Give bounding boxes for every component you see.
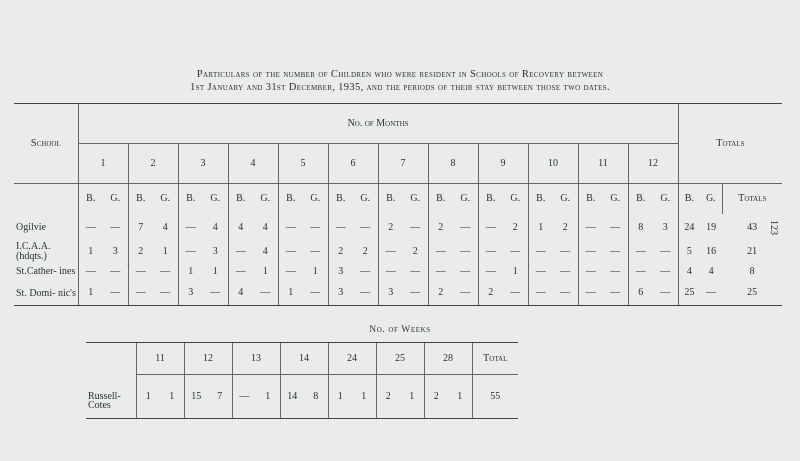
month-header: 1 <box>78 144 128 184</box>
month-cell: 1 <box>312 265 318 277</box>
weeks-cell: 8 <box>304 375 328 419</box>
month-cell: 2 <box>328 242 353 262</box>
month-cell: — <box>178 214 203 242</box>
month-cell: — <box>403 282 428 306</box>
month-cell: — <box>360 265 371 277</box>
table-row <box>14 214 782 242</box>
month-header: 2 <box>128 144 178 184</box>
month-cell: — <box>128 262 153 282</box>
month-cell: — <box>303 282 328 306</box>
boys-subheader: B. <box>378 184 403 214</box>
month-cell: — <box>460 265 471 277</box>
weeks-column-header: 12 <box>184 343 232 375</box>
total-boys-cell: 25 <box>678 282 700 306</box>
month-cell: 2 <box>478 282 503 306</box>
month-cell: — <box>253 282 278 306</box>
grand-total-cell: 8 <box>749 265 755 277</box>
school-subheader-blank <box>14 184 78 214</box>
boys-subheader: B. <box>278 184 303 214</box>
month-cell: — <box>660 265 671 277</box>
boys-subheader: B. <box>528 184 553 214</box>
month-cell: — <box>378 262 403 282</box>
total-girls-cell: — <box>700 282 722 306</box>
girls-subheader: G. <box>610 192 621 204</box>
month-cell: — <box>428 242 453 262</box>
weeks-title: No. of Weeks <box>369 325 431 335</box>
month-cell: — <box>528 282 553 306</box>
month-cell: 2 <box>562 221 568 233</box>
month-cell: — <box>503 282 528 306</box>
month-cell: — <box>178 242 203 262</box>
weeks-total-cell: 55 <box>472 375 518 419</box>
weeks-total-header: Total <box>472 343 518 375</box>
month-cell: — <box>103 282 128 306</box>
table-row <box>14 242 782 262</box>
total-boys-cell: 5 <box>678 242 700 262</box>
girls-subheader: G. <box>110 192 121 204</box>
month-cell: — <box>528 262 553 282</box>
month-cell: — <box>460 245 471 257</box>
month-cell: 2 <box>428 282 453 306</box>
girls-subheader: G. <box>260 192 271 204</box>
month-cell: — <box>203 282 228 306</box>
month-cell: — <box>228 262 253 282</box>
weeks-cell: 1 <box>256 375 280 419</box>
month-cell: 2 <box>428 214 453 242</box>
month-cell: — <box>110 221 121 233</box>
totals-subheader: Totals <box>722 184 782 214</box>
boys-subheader: B. <box>678 184 700 214</box>
month-cell: 4 <box>262 221 268 233</box>
weeks-cell: — <box>232 375 256 419</box>
weeks-cell: 14 <box>280 375 304 419</box>
total-boys-cell: 24 <box>678 214 700 242</box>
month-cell: — <box>660 245 671 257</box>
month-cell: 3 <box>112 245 118 257</box>
month-header: 9 <box>478 144 528 184</box>
month-cell: — <box>110 265 121 277</box>
girls-subheader: G. <box>360 192 371 204</box>
girls-subheader: G. <box>510 192 521 204</box>
weeks-cell: 1 <box>352 375 376 419</box>
month-header: 3 <box>178 144 228 184</box>
month-cell: 4 <box>262 245 268 257</box>
month-cell: 3 <box>212 245 218 257</box>
page-number: 123 <box>768 220 779 235</box>
table-row <box>14 262 782 282</box>
month-cell: — <box>310 221 321 233</box>
month-cell: — <box>578 282 603 306</box>
month-cell: 1 <box>78 242 103 262</box>
month-cell: 7 <box>128 214 153 242</box>
month-cell: — <box>328 214 353 242</box>
month-cell: — <box>410 221 421 233</box>
month-cell: 3 <box>662 221 668 233</box>
month-cell: — <box>610 245 621 257</box>
weeks-column-header: 24 <box>328 343 376 375</box>
weeks-column-header: 13 <box>232 343 280 375</box>
caption-line-1: Particulars of the number of Children who were resident in Schools of Recovery between <box>196 69 604 80</box>
month-cell: — <box>603 282 628 306</box>
caption-line-2: 1st January and 31st December, 1935, and the periods of their stay between those two dates. <box>190 82 610 93</box>
weeks-column-header: 14 <box>280 343 328 375</box>
school-name: Ogilvie <box>16 221 46 233</box>
girls-subheader: G. <box>705 192 716 204</box>
month-cell: 3 <box>328 262 353 282</box>
weeks-cell: 2 <box>424 375 448 419</box>
month-header: 8 <box>428 144 478 184</box>
month-cell: 8 <box>628 214 653 242</box>
weeks-cell: 7 <box>208 375 232 419</box>
month-cell: — <box>160 265 171 277</box>
month-cell: — <box>510 245 521 257</box>
month-cell: 3 <box>328 282 353 306</box>
month-cell: — <box>578 262 603 282</box>
girls-subheader: G. <box>410 192 421 204</box>
month-cell: — <box>478 262 503 282</box>
month-cell: — <box>153 282 178 306</box>
girls-subheader: G. <box>460 192 471 204</box>
month-cell: 4 <box>212 221 218 233</box>
weeks-column-header: 25 <box>376 343 424 375</box>
boys-subheader: B. <box>178 184 203 214</box>
boys-subheader: B. <box>228 184 253 214</box>
month-cell: 1 <box>278 282 303 306</box>
month-cell: 1 <box>528 214 553 242</box>
month-header: 6 <box>328 144 378 184</box>
weeks-cell: 1 <box>400 375 424 419</box>
month-cell: — <box>410 265 421 277</box>
month-cell: — <box>353 282 378 306</box>
month-cell: — <box>278 262 303 282</box>
month-cell: — <box>128 282 153 306</box>
recovery-schools-table <box>14 103 782 306</box>
weeks-school-header-blank <box>86 343 136 375</box>
school-name: St.Cather- ines <box>16 265 76 277</box>
girls-subheader: G. <box>660 192 671 204</box>
boys-subheader: B. <box>78 184 103 214</box>
boys-subheader: B. <box>578 184 603 214</box>
month-cell: — <box>653 282 678 306</box>
month-cell: — <box>228 242 253 262</box>
month-cell: 4 <box>162 221 168 233</box>
girls-subheader: G. <box>210 192 221 204</box>
month-cell: — <box>428 262 453 282</box>
weeks-cell: 2 <box>376 375 400 419</box>
total-girls-cell: 16 <box>706 245 717 257</box>
girls-subheader: G. <box>560 192 571 204</box>
month-cell: 2 <box>512 221 518 233</box>
month-cell: — <box>528 242 553 262</box>
month-header: 12 <box>628 144 678 184</box>
month-cell: — <box>628 242 653 262</box>
month-cell: 2 <box>128 242 153 262</box>
month-header: 5 <box>278 144 328 184</box>
grand-total-cell: 25 <box>722 282 782 306</box>
boys-subheader: B. <box>428 184 453 214</box>
month-cell: — <box>460 221 471 233</box>
girls-subheader: G. <box>160 192 171 204</box>
total-girls-cell: 4 <box>708 265 714 277</box>
month-cell: 1 <box>212 265 218 277</box>
weeks-cell: 1 <box>448 375 472 419</box>
school-header: School <box>14 104 78 184</box>
month-cell: — <box>628 262 653 282</box>
month-cell: 4 <box>228 282 253 306</box>
boys-subheader: B. <box>128 184 153 214</box>
month-cell: — <box>578 242 603 262</box>
month-header: 10 <box>528 144 578 184</box>
weeks-column-header: 11 <box>136 343 184 375</box>
month-cell: — <box>478 242 503 262</box>
month-cell: — <box>360 221 371 233</box>
school-name: Russell- Cotes <box>86 375 136 419</box>
month-cell: — <box>453 282 478 306</box>
school-name: I.C.A.A. (hdqts.) <box>16 241 51 262</box>
month-cell: — <box>278 242 303 262</box>
month-cell: — <box>478 214 503 242</box>
month-cell: — <box>610 221 621 233</box>
weeks-cell: 15 <box>184 375 208 419</box>
month-cell: — <box>78 262 103 282</box>
month-cell: 1 <box>262 265 268 277</box>
month-cell: 1 <box>178 262 203 282</box>
month-cell: 2 <box>378 214 403 242</box>
grand-total-cell: 21 <box>747 245 758 257</box>
weeks-cell: 1 <box>328 375 352 419</box>
month-header: 7 <box>378 144 428 184</box>
table-row <box>86 375 518 419</box>
month-cell: 2 <box>362 245 368 257</box>
months-header: No. of Months <box>78 104 678 144</box>
month-cell: 3 <box>378 282 403 306</box>
month-cell: — <box>578 214 603 242</box>
weeks-table <box>86 342 518 419</box>
month-cell: 3 <box>178 282 203 306</box>
month-cell: 4 <box>228 214 253 242</box>
table-row <box>14 282 782 306</box>
month-cell: 6 <box>628 282 653 306</box>
month-cell: — <box>560 245 571 257</box>
month-cell: — <box>610 265 621 277</box>
total-girls-cell: 19 <box>706 221 717 233</box>
month-cell: — <box>553 282 578 306</box>
month-cell: 2 <box>412 245 418 257</box>
month-header: 4 <box>228 144 278 184</box>
grand-total-cell: 43 <box>747 221 758 233</box>
girls-subheader: G. <box>310 192 321 204</box>
month-cell: 1 <box>512 265 518 277</box>
month-cell: — <box>310 245 321 257</box>
boys-subheader: B. <box>328 184 353 214</box>
month-cell: 1 <box>162 245 168 257</box>
month-cell: — <box>78 214 103 242</box>
month-cell: — <box>278 214 303 242</box>
total-boys-cell: 4 <box>678 262 700 282</box>
weeks-cell: 1 <box>160 375 184 419</box>
boys-subheader: B. <box>478 184 503 214</box>
month-cell: 1 <box>78 282 103 306</box>
boys-subheader: B. <box>628 184 653 214</box>
weeks-column-header: 28 <box>424 343 472 375</box>
month-cell: — <box>378 242 403 262</box>
totals-header: Totals <box>678 104 782 184</box>
weeks-cell: 1 <box>136 375 160 419</box>
school-name: St. Domi- nic's <box>14 282 78 306</box>
month-cell: — <box>560 265 571 277</box>
month-header: 11 <box>578 144 628 184</box>
